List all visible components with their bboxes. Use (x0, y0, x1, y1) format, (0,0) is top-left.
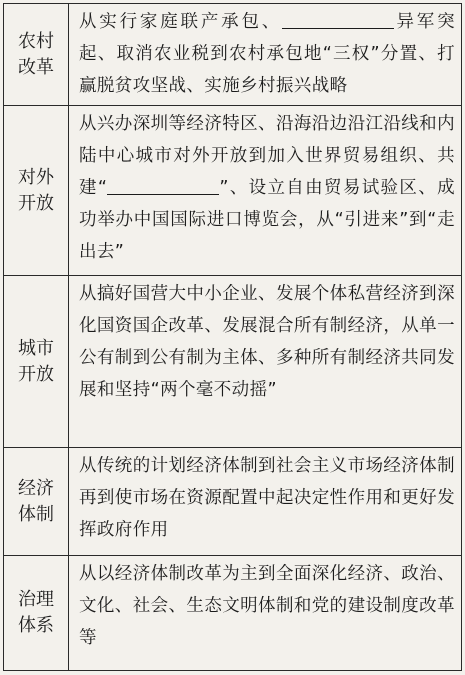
table-row-opening-up (4, 106, 461, 276)
row-label-line: 经济 (18, 477, 54, 499)
row-label-line: 开放 (18, 192, 54, 214)
row-label-line: 治理 (18, 589, 54, 610)
row-label (4, 276, 69, 447)
row-label (4, 4, 69, 105)
row-label-line: 改革 (18, 56, 54, 78)
row-label-line: 对外 (18, 166, 54, 188)
table-row-economic-system (4, 448, 461, 556)
row-text-part: 异军突起、取消农业税到农村承包地“三权”分置、打赢脱贫攻坚战、实施乡村振兴战略 (79, 12, 456, 96)
fill-in-blank[interactable] (107, 174, 219, 195)
row-content: 从以经济体制改革为主到全面深化经济、政治、文化、社会、生态文明体制和党的建设制度改革等 (79, 564, 455, 648)
row-label-line: 开放 (18, 363, 54, 385)
row-content: 从搞好国营大中小企业、发展个体私营经济到深化国资国企改革、发展混合所有制经济，从单一公有制到公有制为主体、多种所有制经济共同发展和坚持“两个毫不动摇” (79, 284, 455, 400)
row-content (69, 106, 461, 275)
row-text-part: ”、设立自由贸易试验区、成功举办中国国际进口博览会，从“引进来”到“走出去” (79, 178, 456, 262)
table-row-governance-system (4, 556, 461, 670)
row-label (4, 448, 69, 555)
reform-table (3, 3, 462, 671)
row-label-line: 体系 (18, 615, 54, 636)
row-label-line: 农村 (18, 30, 54, 52)
row-label-line: 体制 (18, 503, 54, 525)
fill-in-blank[interactable] (282, 8, 394, 29)
row-text-part: 从兴办深圳等经济特区、沿海沿边沿江沿线和内陆中心城市对外开放到加入世界贸易组织、共建“ (79, 114, 455, 198)
row-text-part: 从实行家庭联产承包、 (79, 12, 283, 32)
table-row-rural-reform (4, 4, 461, 106)
row-label-line: 城市 (18, 337, 54, 359)
row-content: 从传统的计划经济体制到社会主义市场经济体制再到使市场在资源配置中起决定性作用和更好发挥政府作用 (79, 456, 455, 540)
row-label (4, 106, 69, 275)
row-content (69, 4, 461, 105)
row-label (4, 556, 69, 670)
table-row-city-opening (4, 276, 461, 448)
